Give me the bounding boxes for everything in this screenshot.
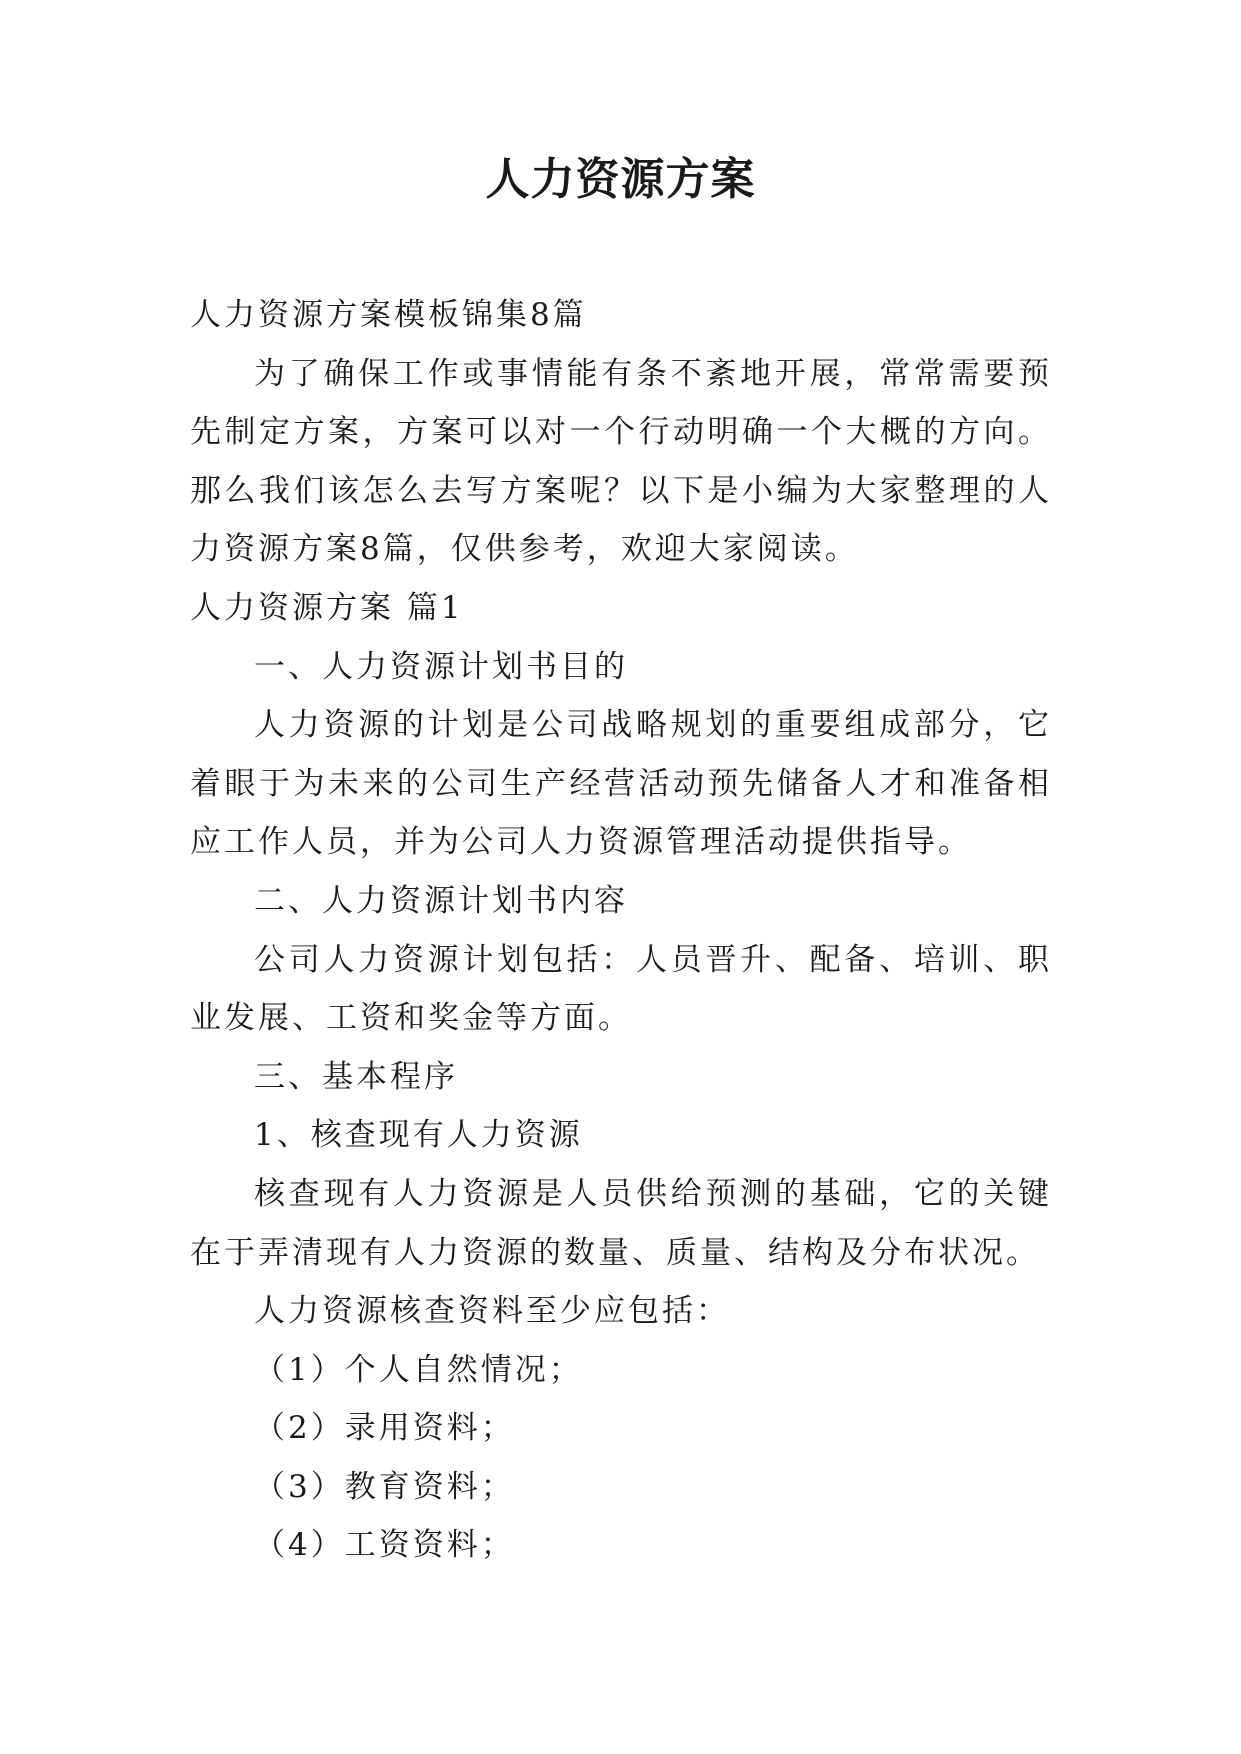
paragraph-purpose: 人力资源的计划是公司战略规划的重要组成部分，它着眼于为未来的公司生产经营活动预先储备人才和准备相应工作人员，并为公司人力资源管理活动提供指导。 <box>190 707 1052 861</box>
list-item: （3）教育资料； <box>254 1468 515 1505</box>
subheading-purpose: 一、人力资源计划书目的 <box>254 648 628 685</box>
section-heading: 人力资源方案 篇1 <box>190 589 464 626</box>
list-item: （4）工资资料； <box>254 1527 515 1564</box>
subheading-step-1: 1、核查现有人力资源 <box>254 1117 583 1154</box>
document-title: 人力资源方案 <box>485 154 756 205</box>
document-body <box>190 286 1052 1575</box>
list-item: （2）录用资料； <box>254 1410 515 1447</box>
paragraph-checklist-intro: 人力资源核查资料至少应包括： <box>254 1293 730 1330</box>
subheading-content: 二、人力资源计划书内容 <box>254 882 628 919</box>
subheading-procedure: 三、基本程序 <box>254 1058 458 1095</box>
paragraph-step-1: 核查现有人力资源是人员供给预测的基础，它的关键在于弄清现有人力资源的数量、质量、结构及分布状况。 <box>190 1175 1052 1271</box>
intro-paragraph: 为了确保工作或事情能有条不紊地开展，常常需要预先制定方案，方案可以对一个行动明确一个大概的方向。那么我们该怎么去写方案呢？以下是小编为大家整理的人力资源方案8篇，仅供参考，欢迎大家阅读。 <box>190 355 1052 568</box>
list-item: （1）个人自然情况； <box>254 1351 583 1388</box>
paragraph-content: 公司人力资源计划包括：人员晋升、配备、培训、职业发展、工资和奖金等方面。 <box>190 941 1052 1037</box>
doc-subtitle: 人力资源方案模板锦集8篇 <box>190 297 587 333</box>
